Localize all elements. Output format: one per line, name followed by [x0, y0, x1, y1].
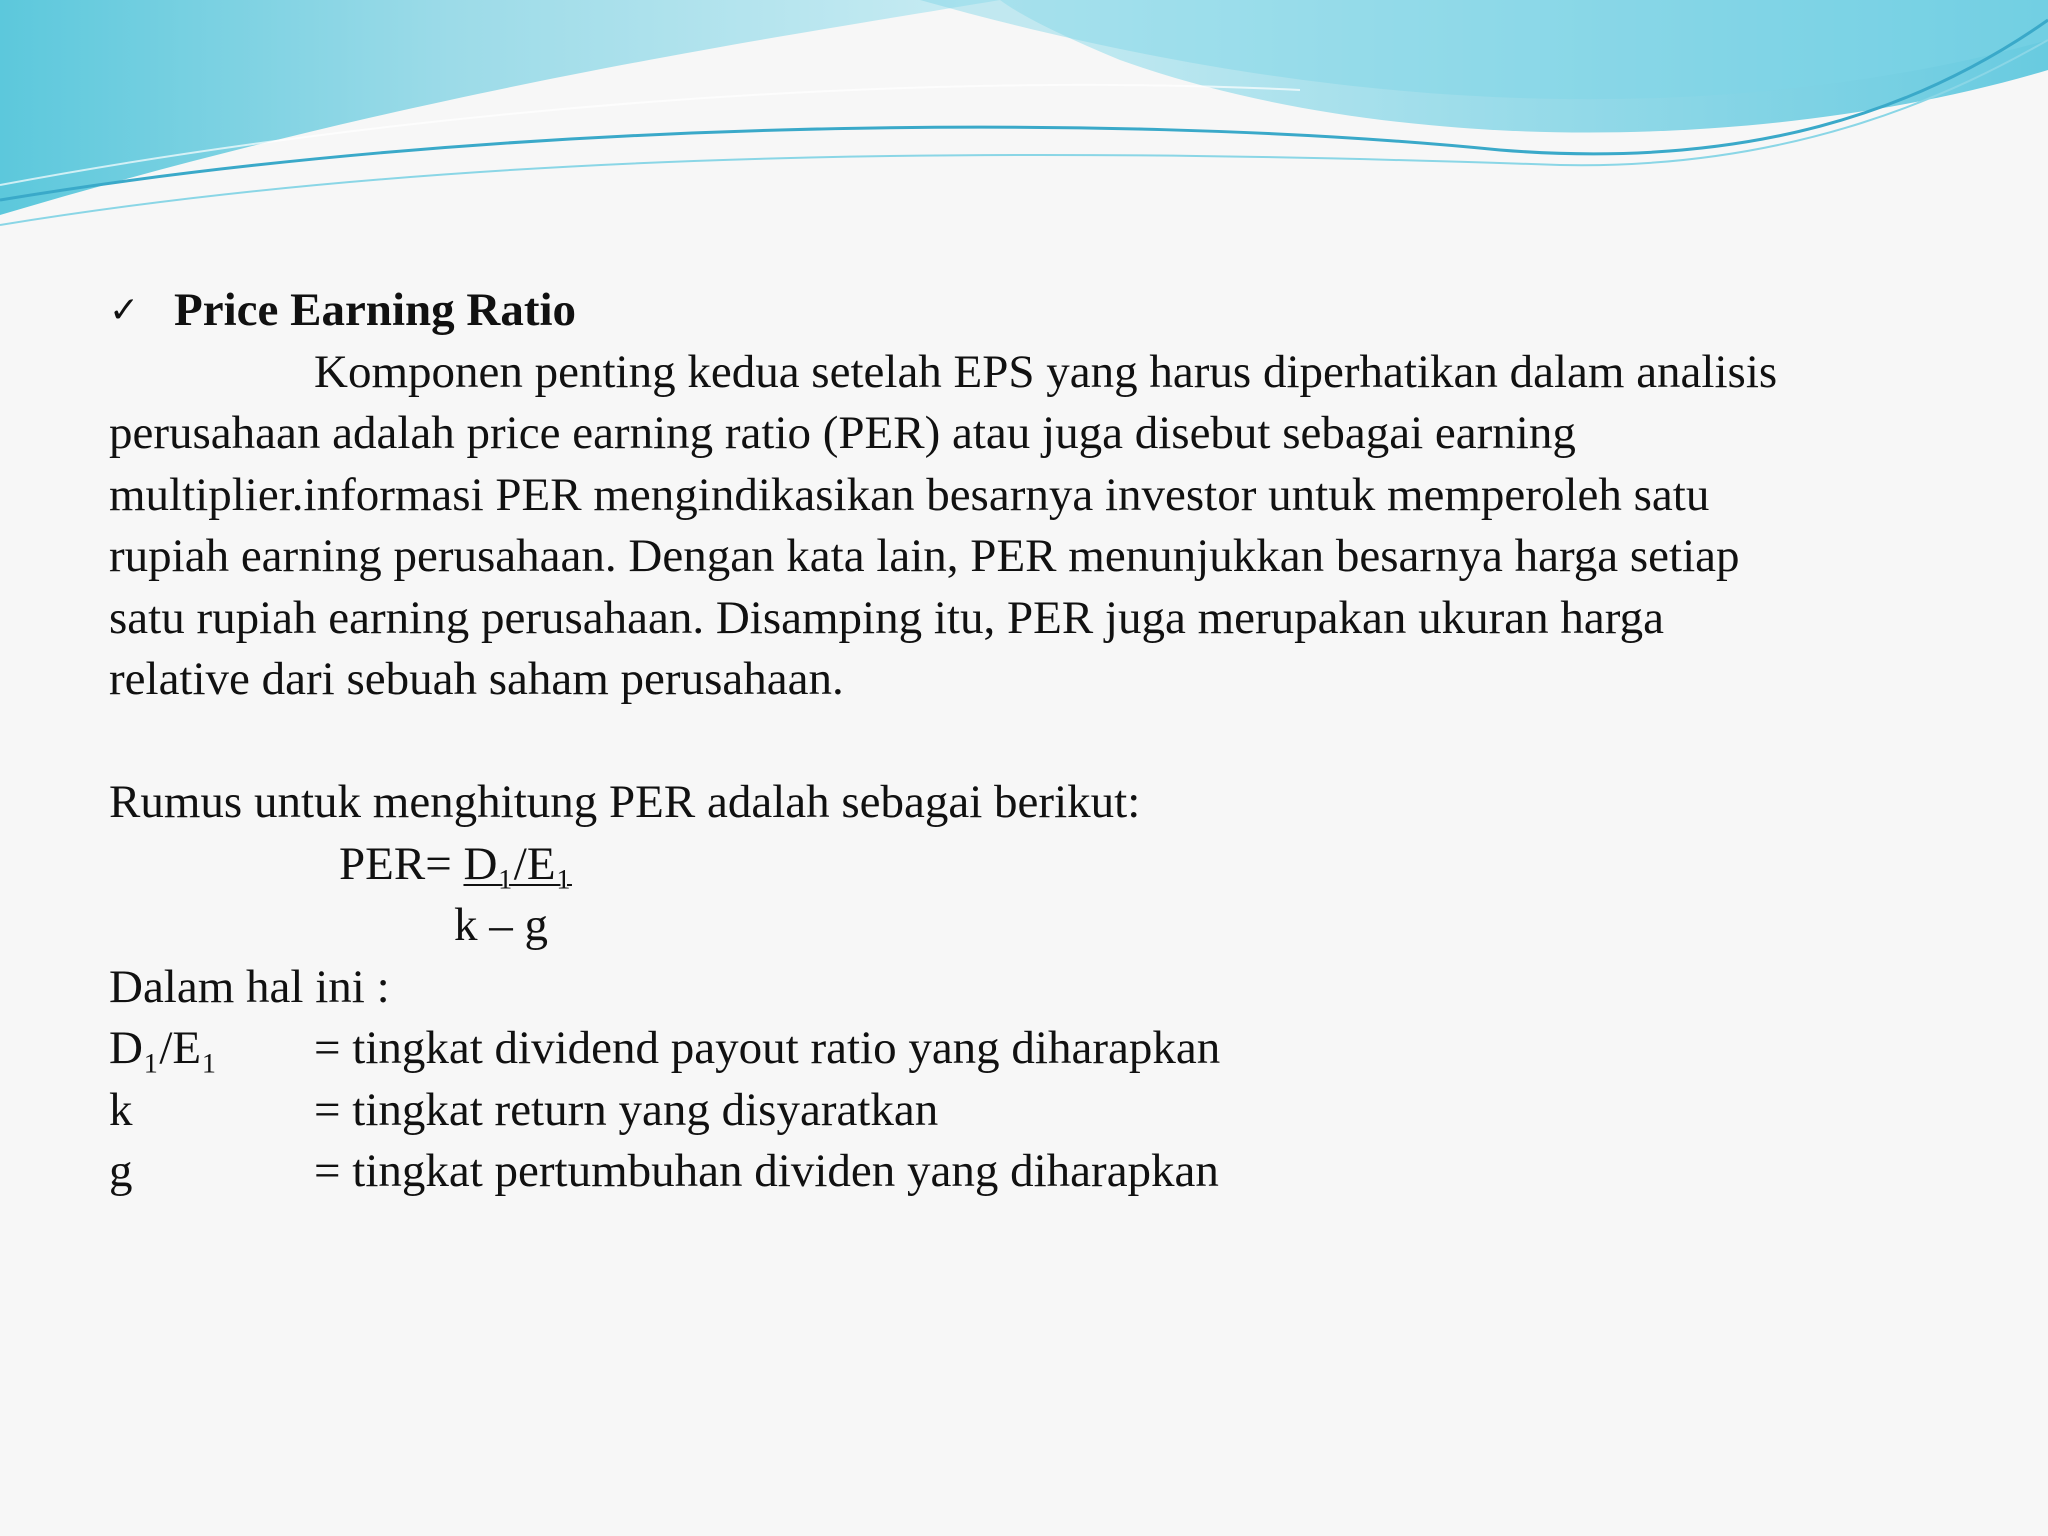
definition-symbol: k [109, 1083, 133, 1136]
definitions-intro: Dalam hal ini : [109, 960, 390, 1013]
heading-line [109, 280, 1939, 342]
heading-text: Price Earning Ratio [174, 284, 577, 336]
paragraph-line: Komponen penting kedua setelah EPS yang harus diperhatikan dalam analisis [314, 345, 1778, 398]
paragraph-line: satu rupiah earning perusahaan. Disamping itu, PER juga merupakan ukuran harga [109, 591, 1664, 644]
formula-numerator: D₁/E₁ [463, 837, 572, 890]
formula-lhs: PER= [339, 837, 464, 890]
paragraph-line: relative dari sebuah saham perusahaan. [109, 653, 844, 705]
definition-meaning: = tingkat dividend payout ratio yang diharapkan [314, 1022, 1221, 1074]
paragraph-line: multiplier.informasi PER mengindikasikan besarnya investor untuk memperoleh satu [109, 468, 1710, 521]
definition-row [109, 1141, 1939, 1203]
spacer [109, 711, 1939, 773]
definition-symbol: g [109, 1145, 133, 1197]
definition-row [109, 1018, 1939, 1080]
formula-intro: Rumus untuk menghitung PER adalah sebagai berikut: [109, 776, 1141, 828]
definition-row [109, 1080, 1939, 1142]
definition-meaning: = tingkat return yang disyaratkan [314, 1083, 939, 1136]
formula-numerator-line [109, 834, 1939, 896]
check-mark-icon: ✓ [109, 290, 140, 331]
definition-meaning: = tingkat pertumbuhan dividen yang diharapkan [314, 1145, 1219, 1197]
formula-denominator: k – g [454, 899, 548, 951]
paragraph-line: rupiah earning perusahaan. Dengan kata lain, PER menunjukkan besarnya harga setiap [109, 530, 1740, 582]
slide-content [109, 280, 1939, 1203]
definition-symbol: D₁/E₁ [109, 1022, 218, 1074]
header-wave-decoration [0, 0, 2048, 240]
paragraph-line: perusahaan adalah price earning ratio (PER) atau juga disebut sebagai earning [109, 407, 1576, 459]
